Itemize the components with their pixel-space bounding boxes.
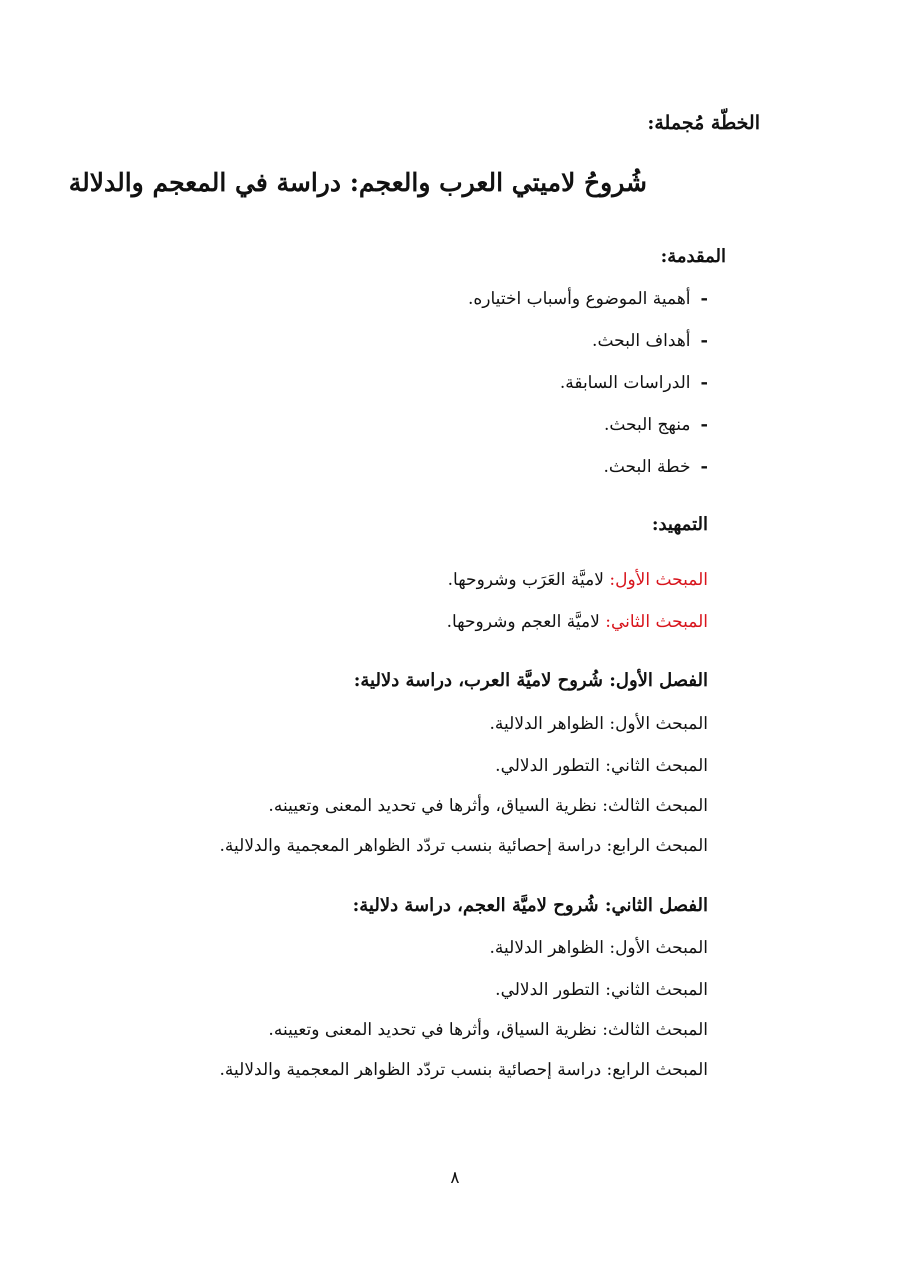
preface-heading: التمهيد: bbox=[651, 514, 708, 535]
chapter-label: الفصل الأول: bbox=[609, 670, 708, 691]
list-item: - أهداف البحث. bbox=[592, 330, 708, 351]
plan-label: الخطّة مُجملة: bbox=[647, 112, 760, 134]
page-number: ٨ bbox=[450, 1168, 460, 1188]
chapter-1-heading bbox=[354, 670, 708, 691]
chapter-section: المبحث الرابع: دراسة إحصائية بنسب تردّد الظواهر المعجمية والدلالية. bbox=[219, 1060, 708, 1080]
preface-section: المبحث الثاني: لاميَّة العجم وشروحها. bbox=[446, 612, 708, 632]
chapter-section: المبحث الثالث: نظرية السياق، وأثرها في تحديد المعنى وتعيينه. bbox=[268, 1020, 708, 1040]
chapter-section: المبحث الأول: الظواهر الدلالية. bbox=[489, 938, 708, 958]
list-item: - أهمية الموضوع وأسباب اختياره. bbox=[467, 288, 708, 309]
list-item: - منهج البحث. bbox=[603, 414, 708, 435]
introduction-heading: المقدمة: bbox=[660, 246, 726, 267]
bullet-dash: - bbox=[700, 372, 708, 393]
bullet-dash: - bbox=[700, 456, 708, 477]
chapter-section: المبحث الأول: الظواهر الدلالية. bbox=[489, 714, 708, 734]
bullet-dash: - bbox=[700, 330, 708, 351]
list-item: - خطة البحث. bbox=[603, 456, 708, 477]
list-item: - الدراسات السابقة. bbox=[559, 372, 708, 393]
section-label: المبحث الثاني: bbox=[605, 612, 708, 632]
chapter-label: الفصل الثاني: bbox=[604, 895, 708, 916]
bullet-dash: - bbox=[700, 288, 708, 309]
chapter-section: المبحث الرابع: دراسة إحصائية بنسب تردّد الظواهر المعجمية والدلالية. bbox=[219, 836, 708, 856]
chapter-title: شُروح لاميَّة العجم، دراسة دلالية: bbox=[352, 895, 599, 916]
chapter-section: المبحث الثاني: التطور الدلالي. bbox=[495, 980, 708, 1000]
section-label: المبحث الأول: bbox=[609, 570, 708, 590]
chapter-2-heading bbox=[353, 895, 708, 916]
chapter-section: المبحث الثاني: التطور الدلالي. bbox=[495, 756, 708, 776]
document-title: شُروحُ لاميتي العرب والعجم: دراسة في المعجم والدلالة bbox=[68, 168, 647, 197]
preface-section: المبحث الأول: لاميَّة العَرَب وشروحها. bbox=[447, 570, 708, 590]
chapter-section: المبحث الثالث: نظرية السياق، وأثرها في تحديد المعنى وتعيينه. bbox=[268, 796, 708, 816]
chapter-title: شُروح لاميَّة العرب، دراسة دلالية: bbox=[353, 670, 603, 691]
bullet-dash: - bbox=[700, 414, 708, 435]
